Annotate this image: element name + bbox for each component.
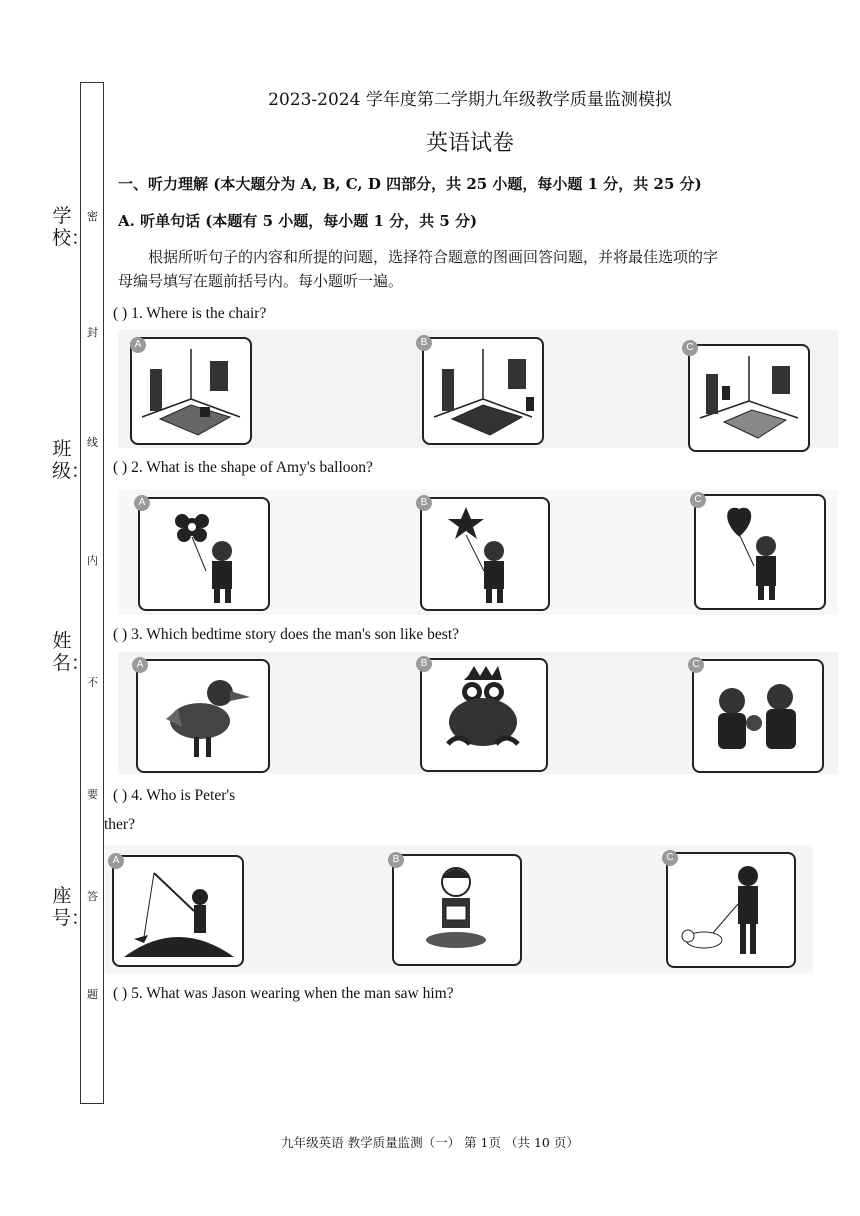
room-chair-by-door-icon — [690, 346, 808, 450]
seal-char: 不 — [87, 676, 98, 689]
girl-flower-balloon-icon — [140, 499, 268, 609]
option-b-picture — [392, 854, 522, 966]
option-badge: A — [108, 853, 124, 869]
option-c-picture — [692, 659, 824, 773]
boy-reading-icon — [394, 856, 520, 964]
seal-char: 线 — [87, 436, 98, 449]
three-little-pigs-icon — [694, 661, 822, 771]
seal-char: 要 — [87, 788, 98, 801]
option-badge: B — [388, 852, 404, 868]
option-a-picture — [112, 855, 244, 967]
seal-char: 密 — [87, 210, 98, 223]
option-a-picture — [138, 497, 270, 611]
name-label: 姓名： — [52, 630, 91, 674]
option-badge: B — [416, 335, 432, 351]
page-footer: 九年级英语 教学质量监测（一） 第 1页 （共 10 页） — [281, 1135, 579, 1150]
option-b-picture — [420, 658, 548, 772]
exam-title: 2023-2024 学年度第二学期九年级教学质量监测模拟 — [268, 90, 672, 110]
seal-char: 封 — [87, 326, 98, 339]
question-1: ( ) 1. Where is the chair? — [113, 305, 267, 322]
girl-star-balloon-icon — [422, 499, 548, 609]
option-b-picture — [422, 337, 544, 445]
option-badge: B — [416, 495, 432, 511]
seal-char: 题 — [87, 988, 98, 1001]
question-4: ( ) 4. Who is Peter's — [113, 787, 236, 804]
question-5: ( ) 5. What was Jason wearing when the man saw him? — [113, 985, 454, 1002]
girl-heart-balloon-icon — [696, 496, 824, 608]
option-badge: A — [130, 337, 146, 353]
section-heading: 一、听力理解 (本大题分为 A, B, C, D 四部分，共 25 小题，每小题 1 分，共 25 分) — [118, 175, 702, 193]
option-a-picture — [136, 659, 270, 773]
option-badge: C — [682, 340, 698, 356]
option-badge: A — [134, 495, 150, 511]
option-badge: C — [690, 492, 706, 508]
room-chair-on-rug-icon — [132, 339, 250, 443]
option-badge: B — [416, 656, 432, 672]
seat-label: 座号： — [52, 885, 91, 929]
instructions-line-2: 母编号填写在题前括号内。每小题听一遍。 — [118, 272, 404, 290]
ugly-duckling-icon — [138, 661, 268, 771]
question-3: ( ) 3. Which bedtime story does the man's son like best? — [113, 626, 460, 643]
man-walking-dog-icon — [668, 854, 794, 966]
option-a-picture — [130, 337, 252, 445]
class-label: 班级： — [52, 438, 91, 482]
exam-subtitle: 英语试卷 — [425, 131, 514, 156]
man-fishing-icon — [114, 857, 242, 965]
option-c-picture — [694, 494, 826, 610]
room-chair-by-wall-icon — [424, 339, 542, 443]
option-b-picture — [420, 497, 550, 611]
option-badge: C — [662, 850, 678, 866]
option-c-picture — [666, 852, 796, 968]
question-4-continuation: ther? — [104, 816, 135, 833]
frog-prince-icon — [422, 660, 546, 770]
option-c-picture — [688, 344, 810, 452]
part-a-heading: A. 听单句话 (本题有 5 小题，每小题 1 分，共 5 分) — [118, 212, 478, 230]
option-badge: C — [688, 657, 704, 673]
seal-char: 答 — [87, 890, 98, 903]
instructions-line-1: 根据所听句子的内容和所提的问题，选择符合题意的图画回答问题，并将最佳选项的字 — [148, 248, 719, 266]
school-label: 学校： — [52, 205, 91, 249]
option-badge: A — [132, 657, 148, 673]
question-2: ( ) 2. What is the shape of Amy's balloon? — [113, 459, 373, 476]
seal-char: 内 — [87, 554, 98, 567]
